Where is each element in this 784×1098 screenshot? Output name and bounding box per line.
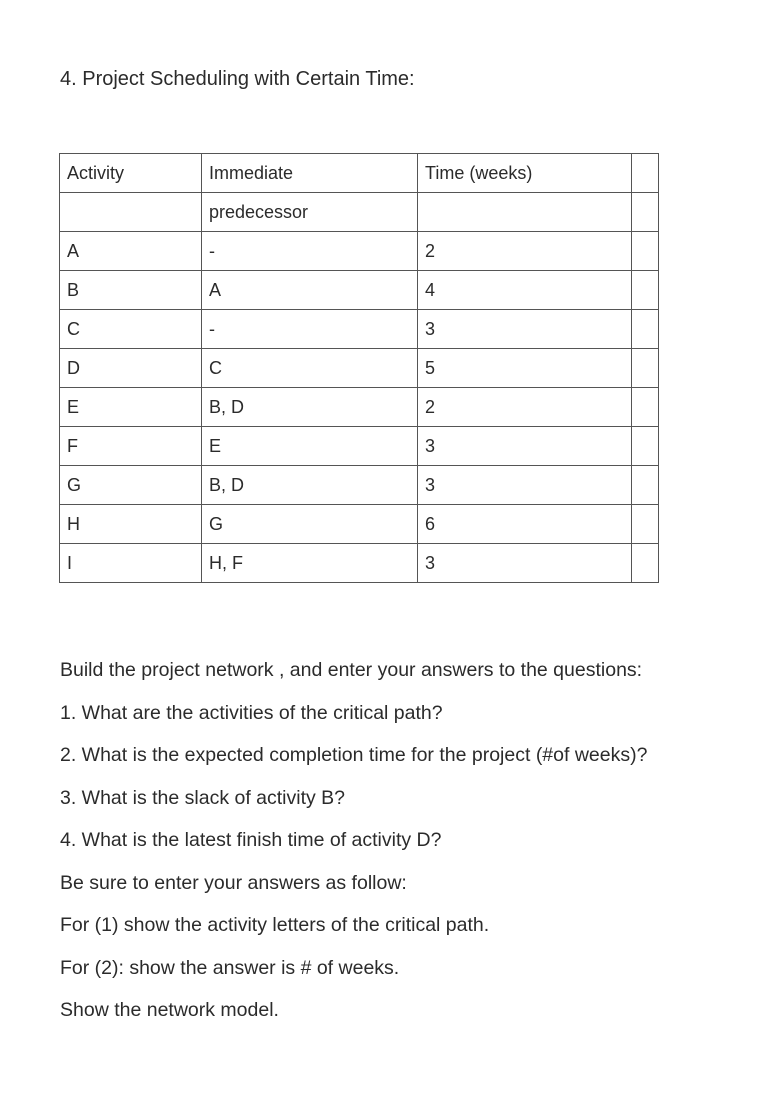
empty-cell [632,505,659,544]
table-row [60,544,659,583]
time-cell: 5 [418,349,632,388]
time-cell: 4 [418,271,632,310]
table-row [60,310,659,349]
question-line: For (2): show the answer is # of weeks. [60,956,400,979]
page-title: 4. Project Scheduling with Certain Time: [60,68,415,90]
table-row [60,427,659,466]
question-line: 1. What are the activities of the critical path? [60,701,443,724]
empty-cell [632,544,659,583]
time-cell: 6 [418,505,632,544]
header-cell-extra [632,154,659,193]
empty-cell [632,349,659,388]
predecessor-cell: A [202,271,418,310]
table-row [60,466,659,505]
question-line: 3. What is the slack of activity B? [60,786,346,809]
question-line: Show the network model. [60,999,279,1021]
question-line: 4. What is the latest finish time of activity D? [60,829,442,851]
activity-cell: F [60,427,202,466]
table-row [60,349,659,388]
time-cell: 2 [418,232,632,271]
predecessor-cell: G [202,505,418,544]
header-cell-time [418,193,632,232]
question-line: Build the project network , and enter your answers to the questions: [60,659,643,681]
empty-cell [632,232,659,271]
predecessor-cell: - [202,232,418,271]
time-cell: 3 [418,427,632,466]
activity-cell: H [60,505,202,544]
table-row [60,271,659,310]
table-row [60,505,659,544]
predecessor-cell: E [202,427,418,466]
predecessor-cell: - [202,310,418,349]
question-line: For (1) show the activity letters of the critical path. [60,914,490,936]
predecessor-cell: B, D [202,388,418,427]
time-cell: 3 [418,466,632,505]
schedule-table [59,153,659,583]
empty-cell [632,271,659,310]
predecessor-cell: C [202,349,418,388]
table-row [60,232,659,271]
table-header-row [60,154,659,193]
activity-cell: B [60,271,202,310]
header-cell-predecessor: Immediate [202,154,418,193]
time-cell: 3 [418,310,632,349]
activity-cell: I [60,544,202,583]
activity-cell: E [60,388,202,427]
empty-cell [632,310,659,349]
time-cell: 3 [418,544,632,583]
predecessor-cell: H, F [202,544,418,583]
activity-cell: C [60,310,202,349]
question-list [60,656,647,1039]
activity-cell: G [60,466,202,505]
empty-cell [632,466,659,505]
table-header-row [60,193,659,232]
header-cell-time: Time (weeks) [418,154,632,193]
table-row [60,388,659,427]
header-cell-extra [632,193,659,232]
header-cell-activity: Activity [60,154,202,193]
header-cell-predecessor: predecessor [202,193,418,232]
predecessor-cell: B, D [202,466,418,505]
empty-cell [632,427,659,466]
activity-cell: A [60,232,202,271]
question-line: 2. What is the expected completion time for the project (#of weeks)? [60,744,648,766]
time-cell: 2 [418,388,632,427]
header-cell-activity [60,193,202,232]
activity-cell: D [60,349,202,388]
empty-cell [632,388,659,427]
question-line: Be sure to enter your answers as follow: [60,871,407,894]
